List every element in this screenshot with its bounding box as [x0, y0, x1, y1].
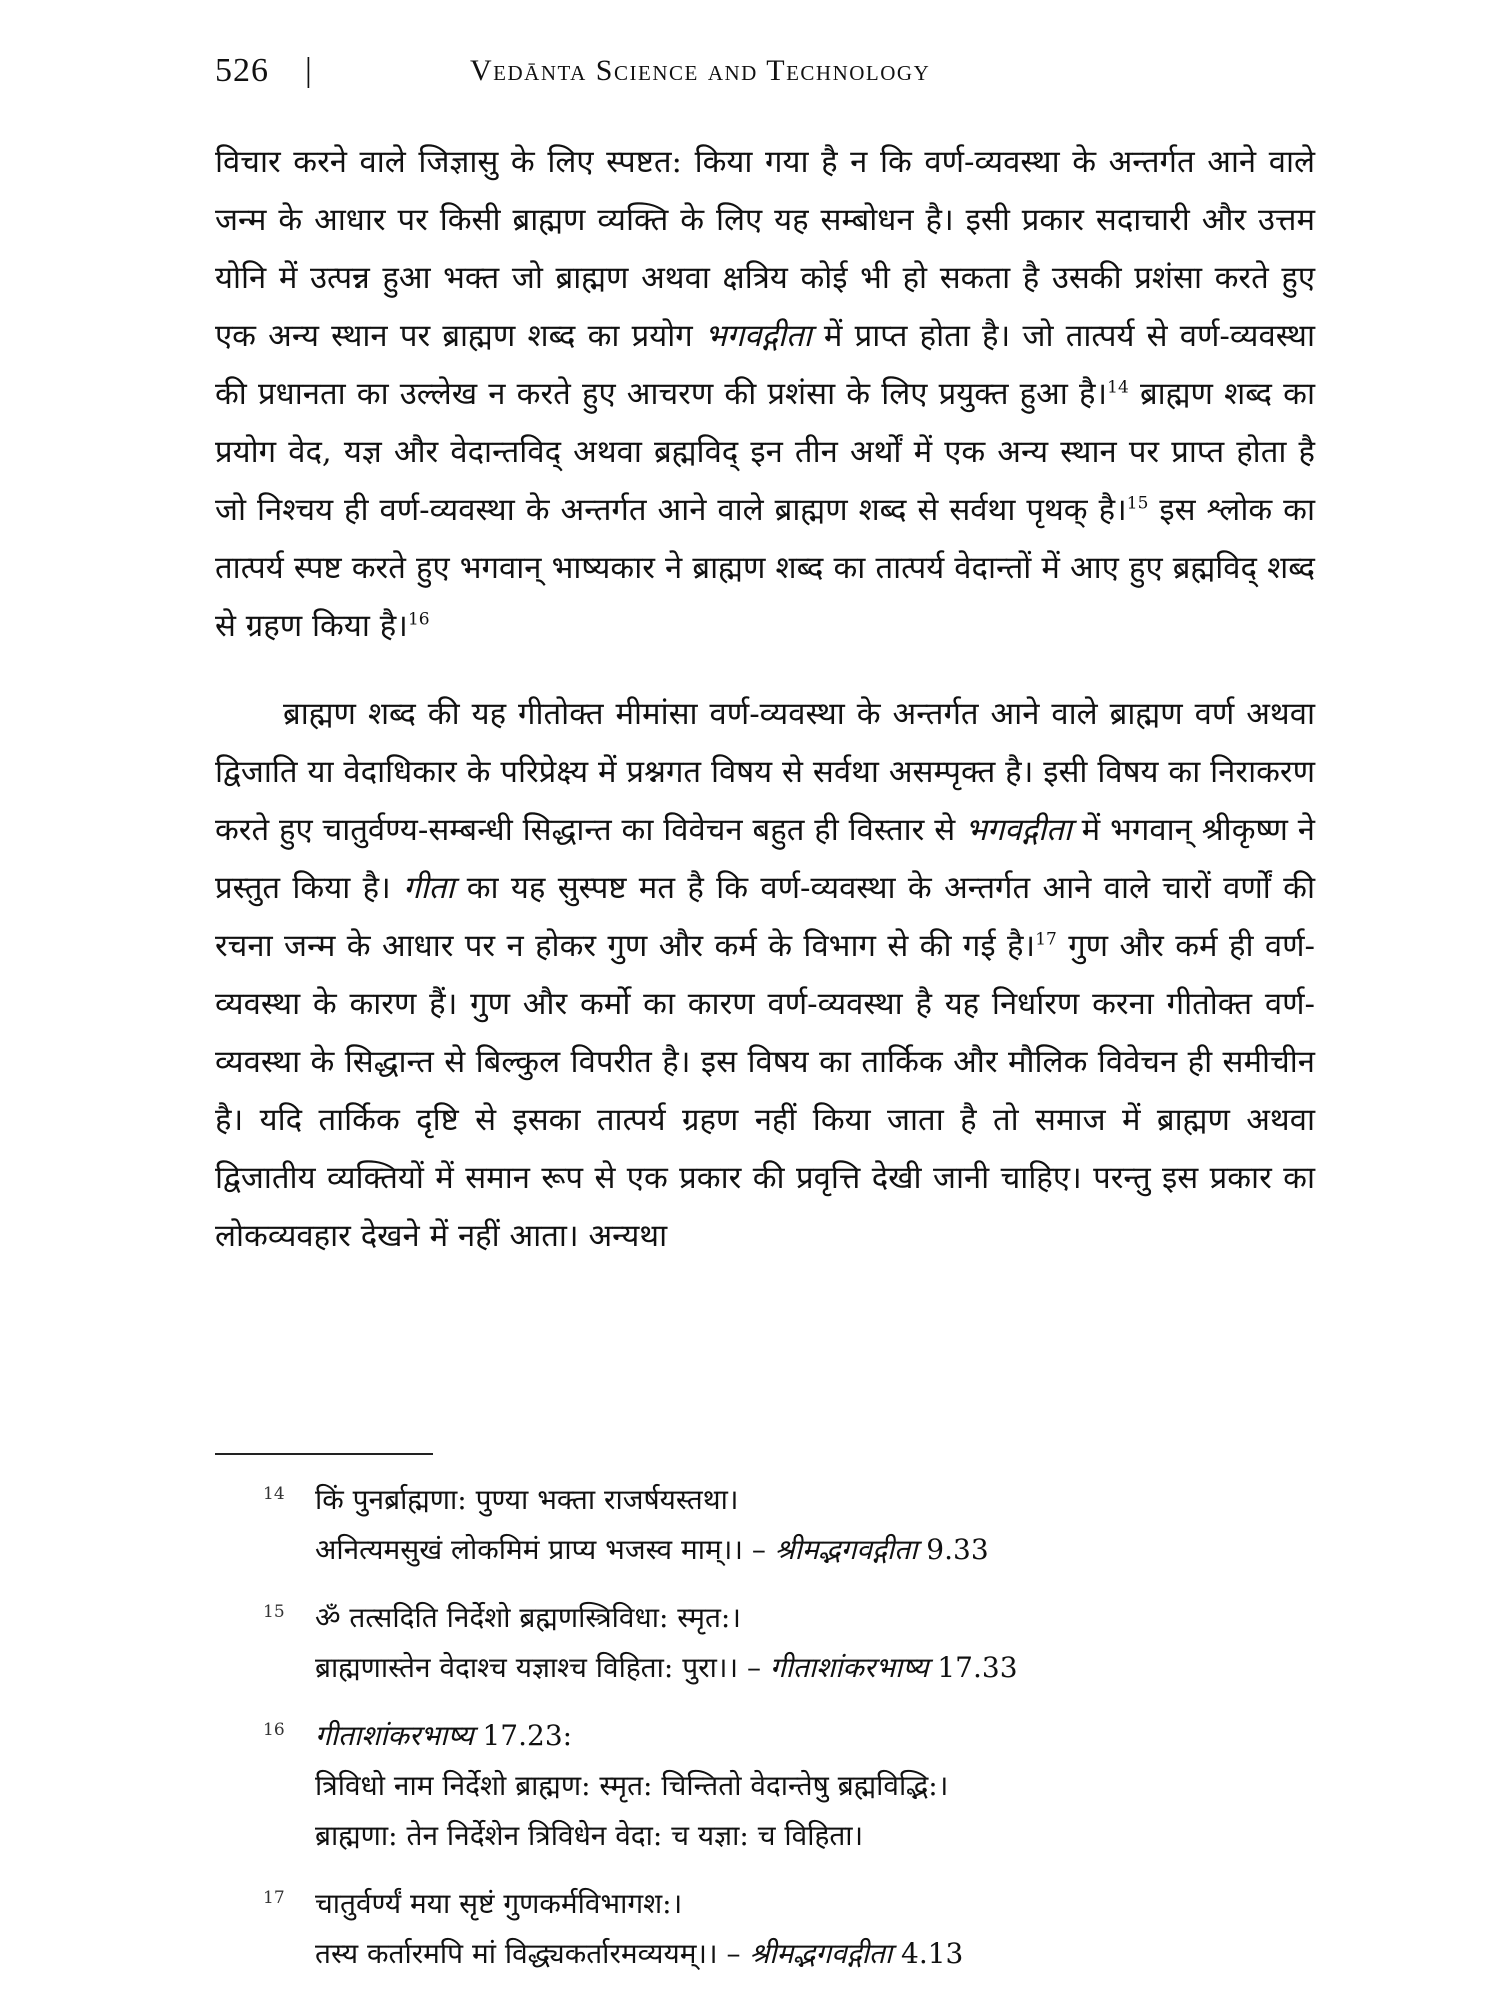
paragraph-text: का यह सुस्पष्ट मत है कि वर्ण-व्यवस्था के अन्तर्गत आने वाले चारों वर्णों की रचना जन्म के आधार पर न होकर गुण और कर्म के विभाग से की गई है।: [215, 870, 1316, 964]
paragraph-text: गुण और कर्म ही वर्ण-व्यवस्था के कारण हैं। गुण और कर्मो का कारण वर्ण-व्यवस्था है यह निर्धारण करना गीतोक्त वर्ण-व्यवस्था के सिद्धान्त से बिल्कुल विपरीत है। इस विषय का तार्किक और मौलिक विवेचन ही समीचीन है। यदि तार्किक दृष्टि से इसका तात्पर्य ग्रहण नहीं किया जाता है तो समाज में ब्राह्मण अथवा द्विजातीय व्यक्तियों में समान रूप से एक प्रकार की प्रवृत्ति देखी जानी चाहिए। परन्तु इस प्रकार का लोकव्यवहार देखने में नहीं आता। अन्यथा: [215, 928, 1315, 1254]
footnote-16: [215, 1711, 1315, 1861]
footnote-source: श्रीमद्भगवद्गीता: [749, 1937, 893, 1970]
footnote-ref-number: 17.33: [928, 1651, 1018, 1684]
footnote-ref-number: 4.13: [892, 1937, 964, 1970]
footnote-divider: [215, 1453, 433, 1455]
body-text: [215, 133, 1315, 1265]
paragraph-text: ब्राह्मण शब्द की यह गीतोक्त मीमांसा वर्ण-व्यवस्था के अन्तर्गत आने वाले ब्राह्मण वर्ण अथवा द्विजाति या वेदाधिकार के परिप्रेक्ष्य में प्रश्नगत विषय से सर्वथा असम्पृक्त है। इसी विषय का निराकरण करते हुए चातुर्वण्य-सम्बन्धी सिद्धान्त का विवेचन बहुत ही विस्तार से: [215, 696, 1315, 848]
footnote-source: गीताशांकरभाष्य: [769, 1651, 929, 1684]
footnote-line: [315, 1643, 1315, 1693]
italic-title: भगवद्गीता: [965, 812, 1072, 848]
footnotes: [215, 1475, 1315, 1997]
footnote-line: किं पुनर्ब्राह्मणा: पुण्या भक्ता राजर्षयस्तथा।: [315, 1483, 739, 1516]
footnote-15: [215, 1593, 1315, 1693]
footnote-ref-number: 17.23:: [473, 1719, 573, 1752]
footnote-verse: अनित्यमसुखं लोकमिमं प्राप्य भजस्व माम्।। –: [315, 1533, 775, 1566]
paragraph-text: ब्राह्मण शब्द का प्रयोग वेद, यज्ञ और वेदान्तविद् अथवा ब्रह्मविद् इन तीन अर्थों में एक अन्य स्थान पर प्राप्त होता है जो निश्चय ही वर्ण-व्यवस्था के अन्तर्गत आने वाले ब्राह्मण शब्द से सर्वथा पृथक् है।: [215, 376, 1315, 528]
footnote-number: 14: [263, 1484, 285, 1504]
footnote-ref: 14: [1107, 377, 1129, 398]
italic-title: भगवद्गीता: [704, 318, 812, 354]
footnote-source: गीताशांकरभाष्य: [315, 1719, 474, 1752]
footnote-number: 15: [263, 1602, 285, 1622]
paragraph-2: [215, 685, 1315, 1265]
footnote-ref: 16: [407, 609, 430, 630]
paragraph-text: में प्राप्त होता है। जो तात्पर्य से वर्ण-व्यवस्था की प्रधानता का उल्लेख न करते हुए आचरण की प्रशंसा के लिए प्रयुक्त हुआ है।: [215, 318, 1315, 412]
footnote-line: त्रिविधो नाम निर्देशो ब्राह्मण: स्मृत: चिन्तितो वेदान्तेषु ब्रह्मविद्भि:।: [315, 1769, 949, 1802]
footnote-line: [315, 1525, 1315, 1575]
footnote-line: [315, 1929, 1315, 1979]
paragraph-text: में भगवान् श्रीकृष्ण ने प्रस्तुत किया है।: [215, 812, 1315, 906]
footnote-14: [215, 1475, 1315, 1575]
running-title: Vedānta Science and Technology: [470, 54, 931, 87]
footnote-verse: तस्य कर्तारमपि मां विद्ध्यकर्तारमव्ययम्।। –: [315, 1937, 750, 1970]
page-header: [215, 52, 1315, 102]
footnote-line: ब्राह्मणा: तेन निर्देशेन त्रिविधेन वेदा: च यज्ञा: च विहिता।: [315, 1819, 864, 1852]
footnote-17: [215, 1879, 1315, 1979]
footnote-ref: 17: [1035, 929, 1057, 950]
header-separator: |: [305, 52, 312, 89]
footnote-ref: 15: [1126, 493, 1149, 514]
footnote-number: 16: [263, 1720, 285, 1740]
paragraph-1: [215, 133, 1315, 655]
footnote-verse: ब्राह्मणास्तेन वेदाश्च यज्ञाश्च विहिता: पुरा।। –: [315, 1651, 770, 1684]
footnote-source: श्रीमद्भगवद्गीता: [774, 1533, 918, 1566]
page-number: 526: [215, 52, 269, 89]
footnote-line: [315, 1711, 1315, 1761]
footnote-line: ॐ तत्सदिति निर्देशो ब्रह्मणस्त्रिविधा: स्मृत:।: [315, 1601, 741, 1634]
footnote-line: चातुर्वर्ण्यं मया सृष्टं गुणकर्मविभागश:।: [315, 1887, 683, 1920]
footnote-number: 17: [263, 1888, 285, 1908]
paragraph-text: विचार करने वाले जिज्ञासु के लिए स्पष्टत: किया गया है न कि वर्ण-व्यवस्था के अन्तर्गत आने वाले जन्म के आधार पर किसी ब्राह्मण व्यक्ति के लिए यह सम्बोधन है। इसी प्रकार सदाचारी और उत्तम योनि में उत्पन्न हुआ भक्त जो ब्राह्मण अथवा क्षत्रिय कोई भी हो सकता है उसकी प्रशंसा करते हुए एक अन्य स्थान पर ब्राह्मण शब्द का प्रयोग: [215, 144, 1315, 354]
paragraph-text: इस श्लोक का तात्पर्य स्पष्ट करते हुए भगवान् भाष्यकार ने ब्राह्मण शब्द का तात्पर्य वेदान्तों में आए हुए ब्रह्मविद् शब्द से ग्रहण किया है।: [215, 492, 1315, 644]
italic-title: गीता: [403, 870, 455, 906]
footnote-ref-number: 9.33: [917, 1533, 989, 1566]
